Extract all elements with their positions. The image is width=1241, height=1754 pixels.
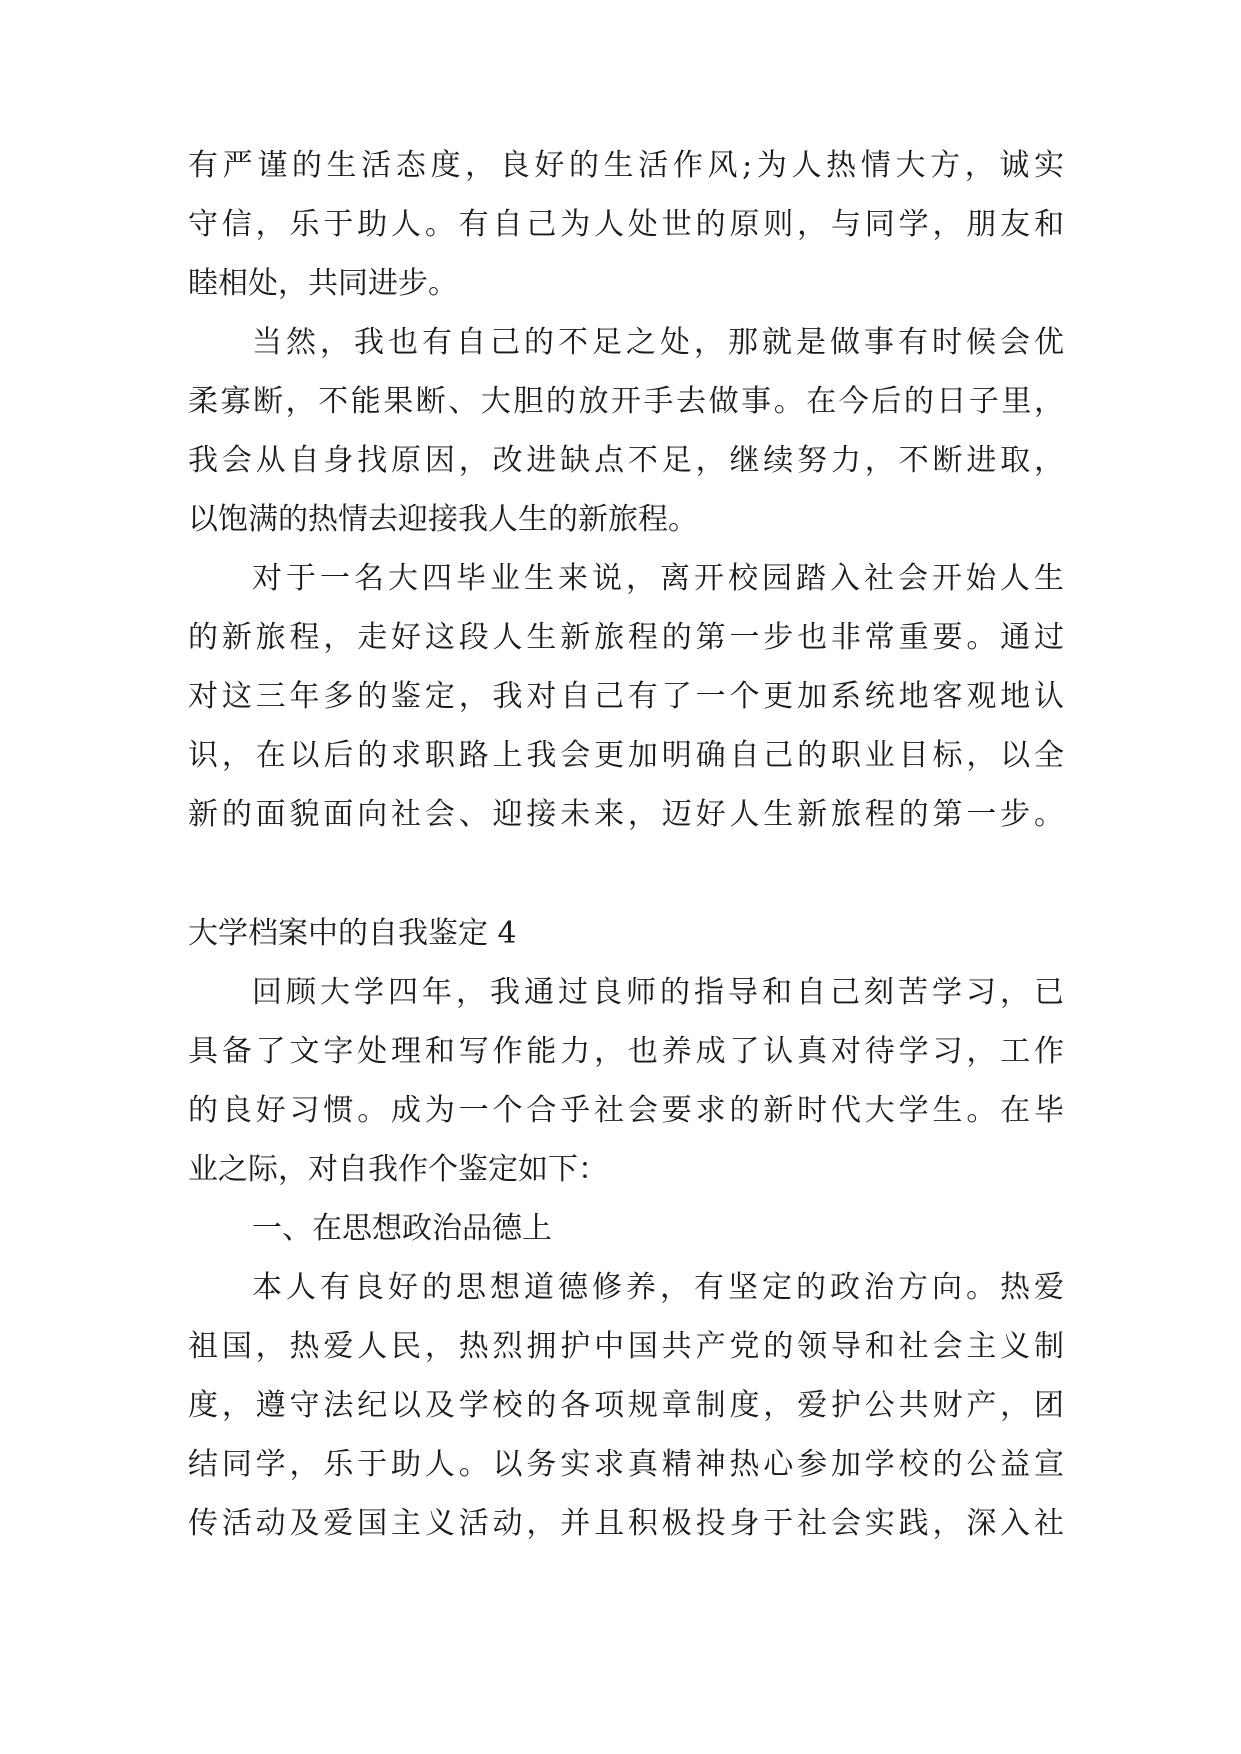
text-line: 本人有良好的思想道德修养，有坚定的政治方向。热爱	[252, 1270, 1064, 1305]
text-line: 柔寡断，不能果断、大胆的放开手去做事。在今后的日子里，	[188, 384, 1064, 419]
paragraph-review	[188, 963, 1064, 1199]
text-line: 当然，我也有自己的不足之处，那就是做事有时候会优	[252, 325, 1064, 360]
text-line: 一、在思想政治品德上	[252, 1211, 552, 1246]
text-line: 传活动及爱国主义活动，并且积极投身于社会实践，深入社	[188, 1506, 1064, 1541]
subheading-ideology	[188, 1199, 1064, 1258]
text-line: 以饱满的热情去迎接我人生的新旅程。	[188, 502, 698, 537]
text-line: 祖国，热爱人民，热烈拥护中国共产党的领导和社会主义制	[188, 1329, 1064, 1364]
text-line: 识，在以后的求职路上我会更加明确自己的职业目标，以全	[188, 738, 1064, 773]
text-line: 对于一名大四毕业生来说，离开校园踏入社会开始人生	[252, 561, 1064, 596]
text-line: 对这三年多的鉴定，我对自己有了一个更加系统地客观地认	[188, 679, 1064, 714]
paragraph-ideology	[188, 1258, 1064, 1553]
text-line: 睦相处，共同进步。	[188, 266, 458, 301]
text-line: 的良好习惯。成为一个合乎社会要求的新时代大学生。在毕	[188, 1093, 1064, 1128]
text-line: 守信，乐于助人。有自己为人处世的原则，与同学，朋友和	[188, 207, 1064, 242]
text-line: 回顾大学四年，我通过良师的指导和自己刻苦学习，已	[252, 975, 1064, 1010]
text-line: 我会从自身找原因，改进缺点不足，继续努力，不断进取，	[188, 443, 1064, 478]
text-line: 新的面貌面向社会、迎接未来，迈好人生新旅程的第一步。	[188, 797, 1064, 832]
text-line: 的新旅程，走好这段人生新旅程的第一步也非常重要。通过	[188, 620, 1064, 655]
text-line: 业之际，对自我作个鉴定如下：	[188, 1152, 608, 1187]
text-line: 有严谨的生活态度，良好的生活作风;为人热情大方，诚实	[188, 148, 1064, 183]
section-title: 大学档案中的自我鉴定 4	[188, 916, 517, 951]
text-line: 度，遵守法纪以及学校的各项规章制度，爱护公共财产，团	[188, 1388, 1064, 1423]
text-line: 具备了文字处理和写作能力，也养成了认真对待学习，工作	[188, 1034, 1064, 1069]
paragraph-shortcomings	[188, 313, 1064, 549]
paragraph-continuation	[188, 136, 1064, 313]
document-body	[188, 136, 1064, 1553]
text-line: 结同学，乐于助人。以务实求真精神热心参加学校的公益宣	[188, 1447, 1064, 1482]
paragraph-graduate	[188, 549, 1064, 844]
